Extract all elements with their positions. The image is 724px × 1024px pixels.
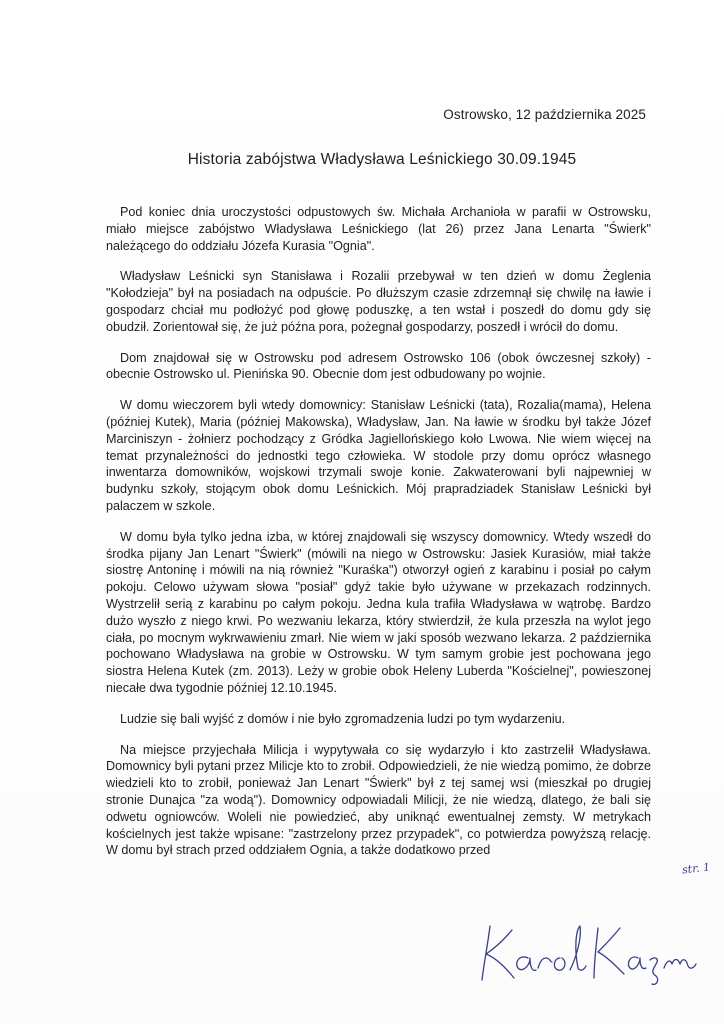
paragraph-3: Dom znajdował się w Ostrowsku pod adresem Ostrowsko 106 (obok ówczesnej szkoły) - obecnie Ostrowsko ul. Pienińska 90. Obecnie dom jest odbudowany po wojnie.	[106, 350, 651, 382]
paragraph-4: W domu wieczorem byli wtedy domownicy: Stanisław Leśnicki (tata), Rozalia(mama), Helena (później Kutek), Maria (później Makowska), Władysław, Jan. Na ławie w środku był także Józef Marciniszyn - żołnierz pochodzący z Gródka Jagiellońskiego koło Lwowa. Nie wiem więcej na temat przynależności do jednostki tego człowieka. W stodole przy domu oprócz własnego inwentarza domowników, wojskowi trzymali swoje konie. Zakwaterowani byli najpewniej w budynku szkoły, stojącym obok domu Leśnickich. Mój prapradziadek Stanisław Leśnicki był palaczem w szkole.	[106, 398, 651, 513]
handwritten-page-mark: str. 1	[681, 860, 711, 877]
paragraph-2: Władysław Leśnicki syn Stanisława i Rozalii przebywał w ten dzień w domu Żeglenia "Kołodzieja" był na posiadach na odpuście. Po dłuższym czasie zdrzemnął się chwilę na ławie i gospodarz chciał mu podłożyć pod głowę poduszkę, a ten wstał i poszedł do domu gdy się obudził. Zorientował się, że już późna pora, pożegnał gospodarzy, poszedł i wrócił do domu.	[106, 269, 651, 334]
paragraph-6: Ludzie się bali wyjść z domów i nie było zgromadzenia ludzi po tym wydarzeniu.	[120, 711, 566, 726]
document-body	[106, 204, 651, 873]
paragraph-1: Pod koniec dnia uroczystości odpustowych św. Michała Archanioła w parafii w Ostrowsku, miało miejsce zabójstwo Władysława Leśnickiego (lat 26) przez Jana Lenarta "Świerk" należącego do oddziału Józefa Kurasia "Ognia".	[106, 205, 651, 253]
document-title: Historia zabójstwa Władysława Leśnickiego 30.09.1945	[187, 151, 577, 168]
date-line: Ostrowsko, 12 października 2025	[443, 107, 646, 122]
handwritten-signature	[470, 918, 700, 988]
paragraph-5: W domu była tylko jedna izba, w której znajdowali się wszyscy domownicy. Wtedy wszedł do środka pijany Jan Lenart "Świerk" (mówili na niego w Ostrowsku: Jasiek Kurasiów, miał także siostrę Antoninę i mówili na nią również "Kuraśka") otworzył ogień z karabinu i posiał po całym pokoju. Celowo używam słowa "posiał" gdyż takie było używane w przekazach rodzinnych. Wystrzelił serią z karabinu po całym pokoju. Jedna kula trafiła Władysława w wątrobę. Bardzo dużo wyszło z niego krwi. Po wezwaniu lekarza, który stwierdził, że kula przeszła na wylot jego ciała, po mocnym wykrwawieniu zmarł. Nie wiem w jaki sposób wezwano lekarza. 2 października pochowano Władysława na grobie w Ostrowsku. W tym samym grobie jest pochowana jego siostra Helena Kutek (zm. 2013). Leży w grobie obok Heleny Luberda "Kościelnej", powieszonej niecałe dwa tygodnie później 12.10.1945.	[106, 529, 651, 695]
paragraph-7: Na miejsce przyjechała Milicja i wypytywała co się wydarzyło i kto zastrzelił Władysława. Domownicy byli pytani przez Milicje kto to zrobił. Odpowiedzieli, że nie wiedzą pomimo, że dobrze wiedzieli kto to zrobił, ponieważ Jan Lenart "Świerk" był z tej samej wsi (mieszkał po drugiej stronie Dunajca "za wodą"). Domownicy odpowiadali Milicji, że nie wiedzą, dlatego, że bali się odwetu ogniowców. Woleli nie powiedzieć, aby uniknąć ewentualnej zemsty. W metrykach kościelnych jest także wpisane: "zastrzelony przez przypadek", co potwierdza powyższą relację. W domu był strach przed oddziałem Ognia, a także dodatkowo przed	[106, 742, 651, 858]
